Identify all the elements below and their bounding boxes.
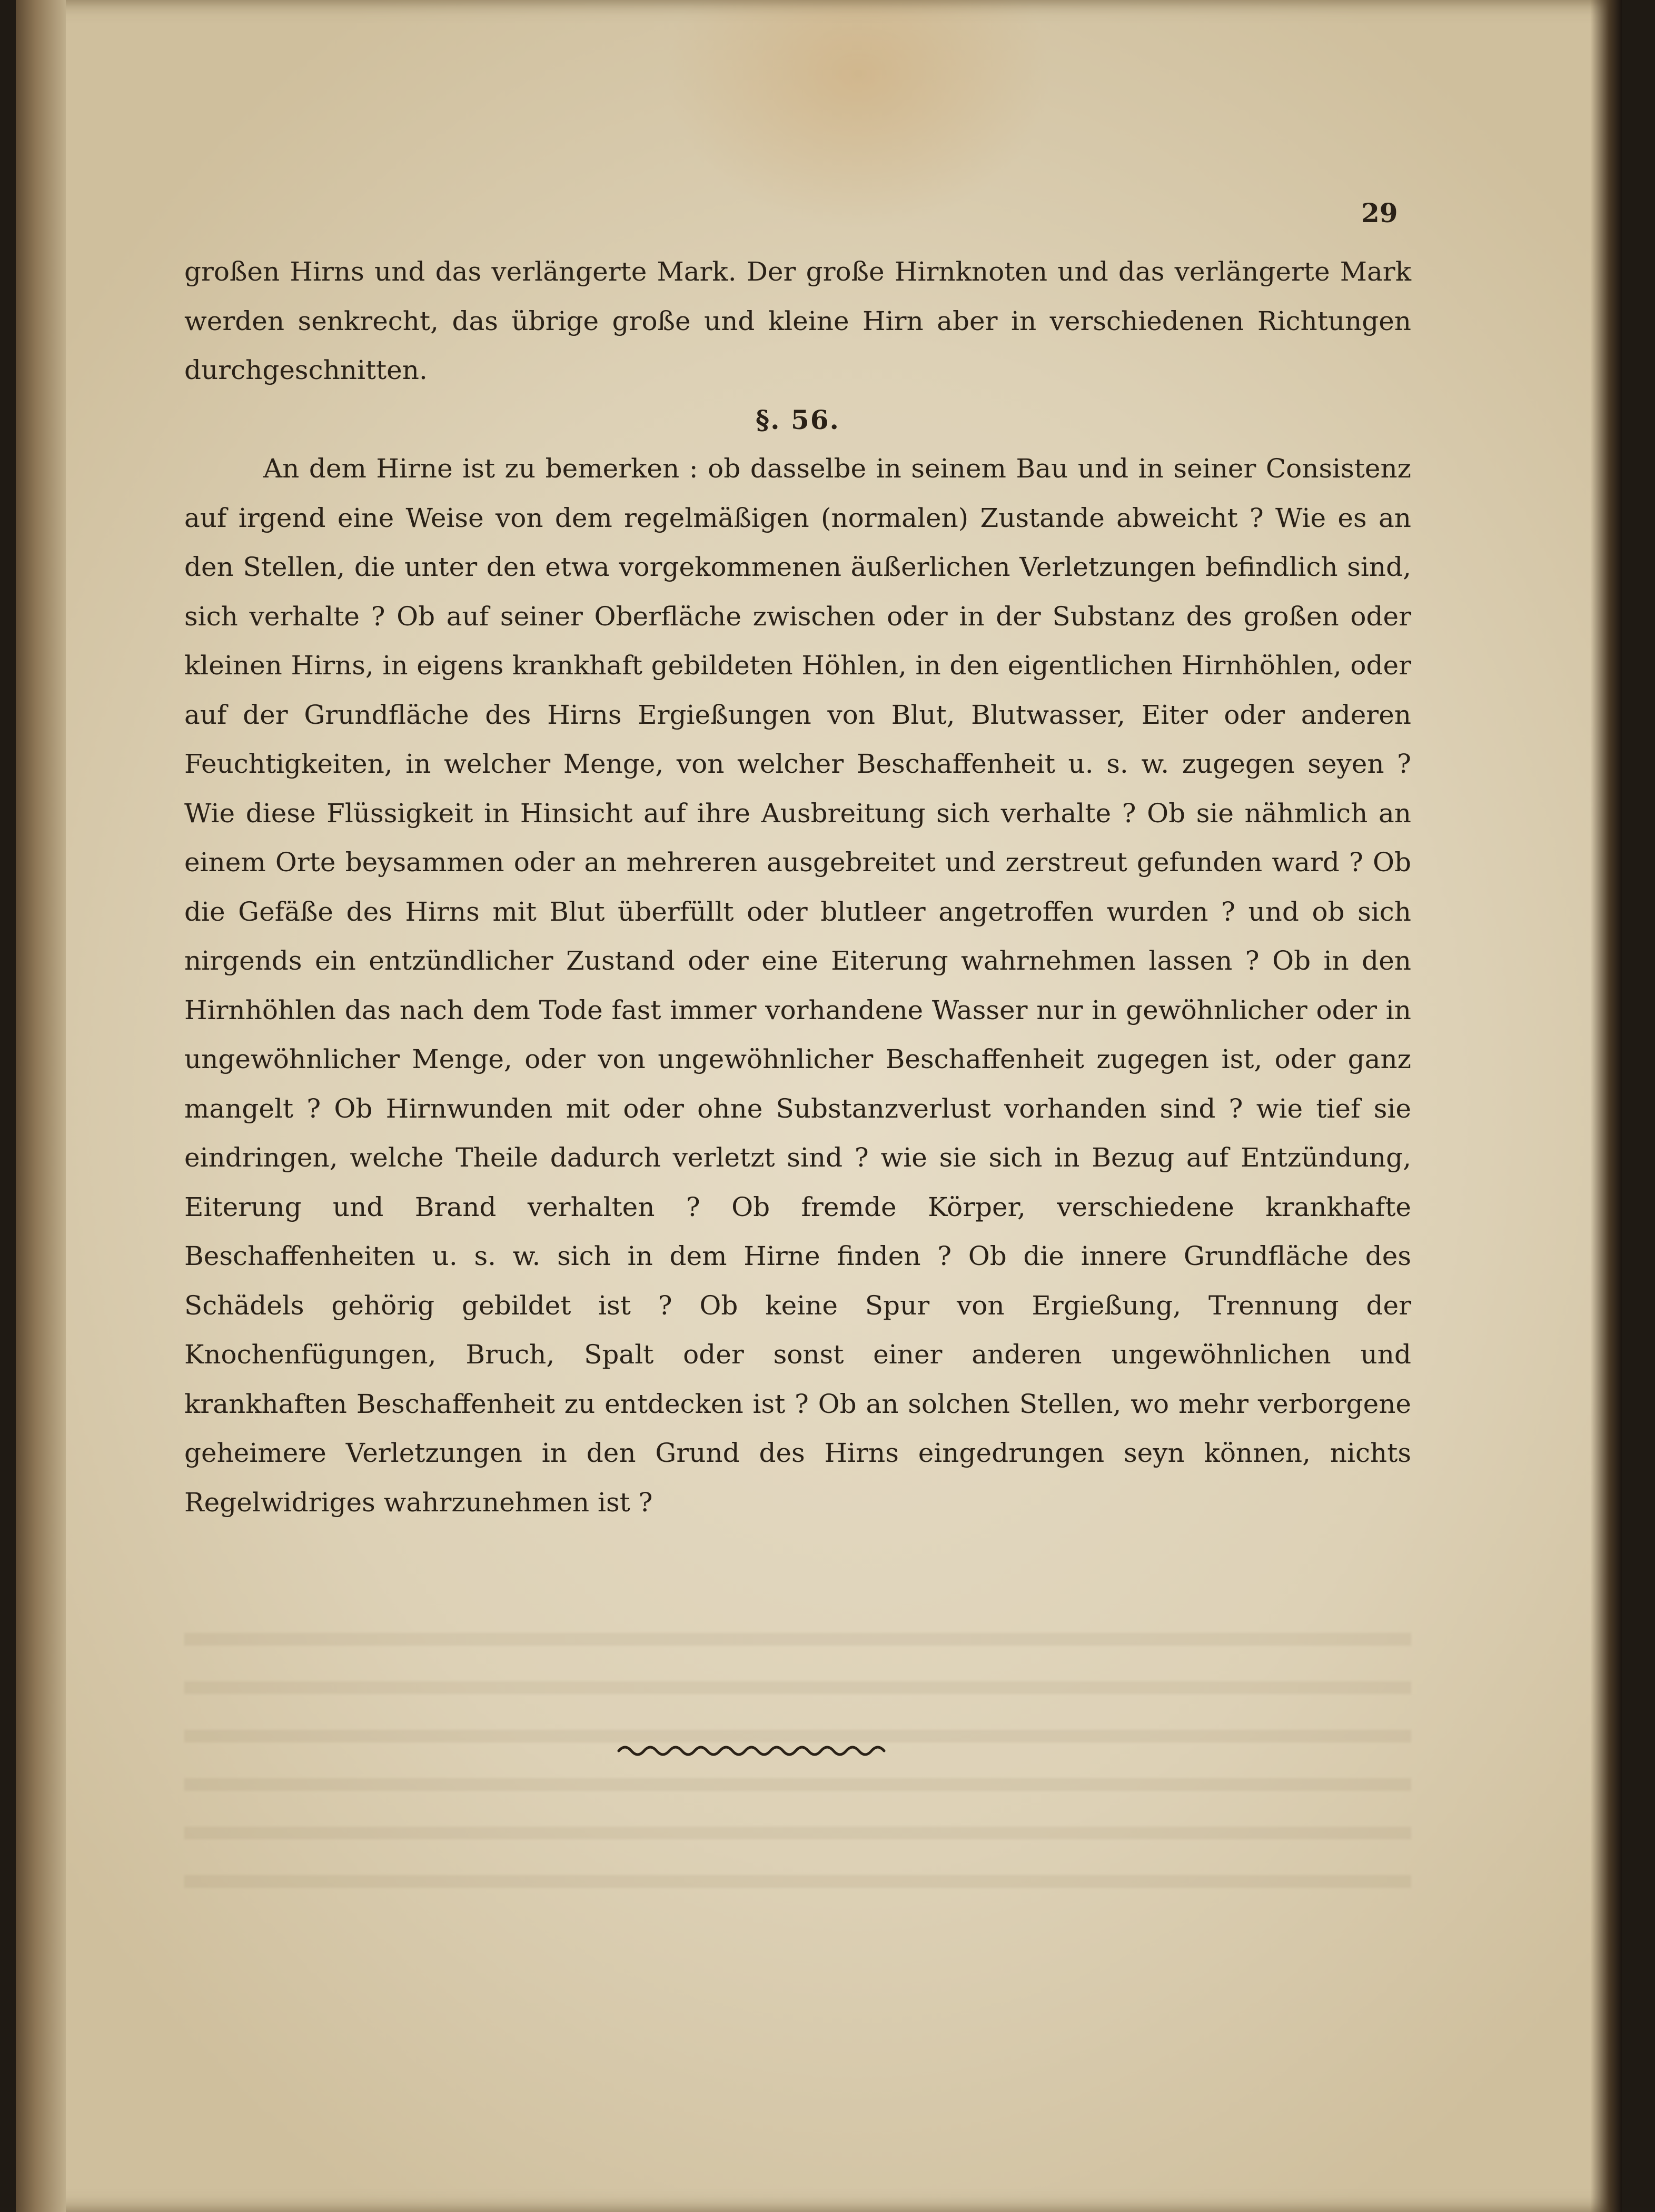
binding-gutter <box>16 0 66 2212</box>
section-paragraph: An dem Hirne ist zu bemerken : ob dasselbe in seinem Bau und in seiner Consistenz auf irgend eine Weise von dem regelmäßigen (normalen) Zustande abweicht ? Wie es an den Stellen, die unter den etwa vorgekommenen äußerlichen Verletzungen befindlich sind, sich verhalte ? Ob auf seiner Oberfläche zwischen oder in der Substanz des großen oder kleinen Hirns, in eigens krankhaft gebildeten Höhlen, in den eigentlichen Hirnhöhlen, oder auf der Grundfläche des Hirns Ergießungen von Blut, Blutwasser, Eiter oder anderen Feuchtigkeiten, in welcher Menge, von welcher Beschaffenheit u. s. w. zugegen seyen ? Wie diese Flüssigkeit in Hinsicht auf ihre Ausbreitung sich verhalte ? Ob sie nähmlich an einem Orte beysammen oder an mehreren ausgebreitet und zerstreut gefunden ward ? Ob die Gefäße des Hirns mit Blut überfüllt oder blutleer angetroffen wurden ? und ob sich nirgends ein entzündlicher Zustand oder eine Eiterung wahrnehmen lassen ? Ob in den Hirnhöhlen das nach dem Tode fast immer vorhandene Wasser nur in gewöhnlicher oder in ungewöhnlicher Menge, oder von ungewöhnlicher Beschaffenheit zugegen ist, oder ganz mangelt ? Ob Hirnwunden mit oder ohne Substanzverlust vorhanden sind ? wie tief sie eindringen, welche Theile dadurch verletzt sind ? wie sie sich in Bezug auf Entzündung, Eiterung und Brand verhalten ? Ob fremde Körper, verschiedene krankhafte Beschaffenheiten u. s. w. sich in dem Hirne finden ? Ob die innere Grundfläche des Schädels gehörig gebildet ist ? Ob keine Spur von Ergießung, Trennung der Knochenfügungen, Bruch, Spalt oder sonst einer anderen ungewöhnlichen und krankhaften Beschaffenheit zu entdecken ist ? Ob an solchen Stellen, wo mehr verborgene geheimere Verletzungen in den Grund des Hirns eingedrungen seyn können, nichts Regelwidriges wahrzunehmen ist ? <box>184 453 1411 1518</box>
decorative-rule-ornament <box>616 1737 890 1758</box>
page-number: 29 <box>1361 197 1398 228</box>
continued-paragraph: großen Hirns und das verlängerte Mark. Der große Hirnknoten und das verlängerte Mark werden senkrecht, das übrige große und kleine Hirn aber in verschiedenen Richtungen durchgeschnitten. <box>184 256 1411 385</box>
main-text <box>184 247 1411 1527</box>
book-page <box>16 0 1622 2212</box>
page-edge-shadow <box>1590 0 1622 2212</box>
section-heading: §. 56. <box>756 404 840 435</box>
